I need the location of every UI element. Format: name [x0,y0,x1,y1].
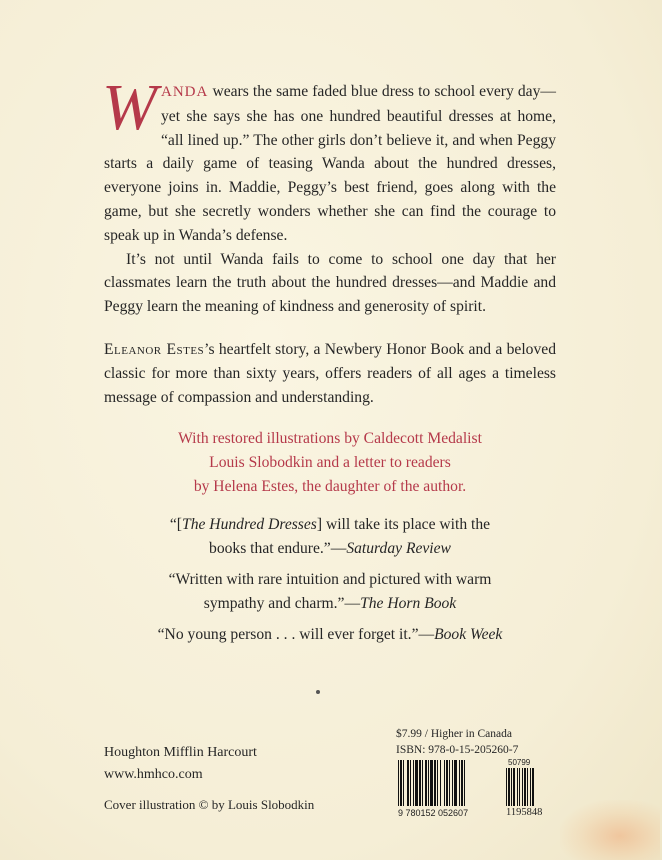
stock-number: 1195848 [506,807,543,818]
barcode-bar [437,760,438,806]
publisher-url: www.hmhco.com [104,767,203,782]
stain [560,800,660,860]
barcode-bar [454,760,457,806]
lead-small-caps: ANDA [160,84,209,100]
barcode-bar [452,760,453,806]
quote-3-line-1: “No young person . . . will ever forget it.”— [157,626,435,643]
barcode-bar [415,760,418,806]
speck [316,690,320,694]
isbn-text: ISBN: 978-0-15-205260-7 [396,744,519,756]
barcode-bar [440,760,441,806]
barcode-bar [461,760,463,806]
barcode-addon-digits: 50799 [508,758,531,767]
barcode-addon-bar [519,768,520,806]
illustrations-note [104,427,556,498]
quote-2-line-2: sympathy and charm.”— [203,594,361,612]
barcode-bar [464,760,465,806]
barcode-digits: 9 780152 052607 [398,808,469,818]
publisher-name: Houghton Mifflin Harcourt [104,745,257,760]
illustrations-line-2: Louis Slobodkin and a letter to readers [209,453,451,471]
review-quote-1 [104,513,556,561]
review-quote-2 [104,568,556,616]
author-paragraph-text: ’s heartfelt story, a Newbery Honor Book and a beloved classic for more than sixty years, offers readers of all ages a timeless message of compassion and understanding. [104,341,556,406]
barcode-bar [398,760,399,806]
quote-1-source: Saturday Review [346,539,451,557]
barcode-addon-bars [506,768,534,806]
barcode-addon-bar [522,768,523,806]
barcode-bar [446,760,448,806]
barcode-addon-bar [524,768,526,806]
quote-3-source: Book Week [434,626,503,643]
barcode-bar [403,760,404,806]
barcode-bar [430,760,433,806]
price-block [396,726,518,758]
barcode-addon-bar [511,768,512,806]
blurb-paragraph-1 [102,71,556,248]
blurb-paragraph-2: It’s not until Wanda fails to come to school one day that her classmates learn the truth about the hundred dresses—and Maddie and Peggy learn the meaning of kindness and generosity of spirit. [104,250,556,316]
barcode-addon-bar [513,768,515,806]
author-name: Eleanor Estes [104,341,205,358]
barcode-addon-bar [508,768,510,806]
barcode-bar [425,760,427,806]
blurb [102,71,556,319]
barcode-addon-bar [527,768,528,806]
barcode-bar [419,760,421,806]
barcode-bar [449,760,450,806]
quote-2-source: The Horn Book [360,594,457,612]
illustrations-line-1: With restored illustrations by Caldecott Medalist [178,430,482,447]
barcode-bar [410,760,411,806]
barcode-bar [428,760,429,806]
drop-cap: W [102,71,157,144]
barcode-addon-bar [517,768,518,806]
barcode-bar [400,760,402,806]
review-quote-3 [104,623,556,647]
quote-1-line-2: books that endure.”— [209,539,347,557]
barcode-addon-bar [532,768,534,806]
author-paragraph [104,338,556,409]
barcode-bar [413,760,414,806]
quote-1-open: “[ [169,516,183,533]
barcode-bars [398,760,465,806]
publisher-info [104,742,257,786]
barcode-bar [422,760,423,806]
quote-1-title: The Hundred Dresses [182,516,317,533]
illustrations-line-3: by Helena Estes, the daughter of the author. [193,477,467,495]
barcode-bar [444,760,445,806]
quote-2-line-1: “Written with rare intuition and pictured with warm [168,571,492,588]
barcode-addon-bar [530,768,531,806]
quote-1-text: ] will take its place with the [316,516,491,533]
barcode-bar [407,760,409,806]
blurb-paragraph-1-text: wears the same faded blue dress to school every day—yet she says she has one hundred beautiful dresses at home, “all lined up.” The other girls don’t believe it, and when Peggy starts a daily game of teasing Wanda about the hundred dresses, everyone joins in. Maddie, Peggy’s best friend, goes along with the game, but she secretly wonders whether she can find the courage to speak up in Wanda’s defense. [104,83,556,244]
barcode-bar [459,760,460,806]
barcode-addon-bar [506,768,507,806]
barcode-bar [434,760,436,806]
cover-credit: Cover illustration © by Louis Slobodkin [104,797,315,812]
price-text: $7.99 / Higher in Canada [396,728,512,740]
